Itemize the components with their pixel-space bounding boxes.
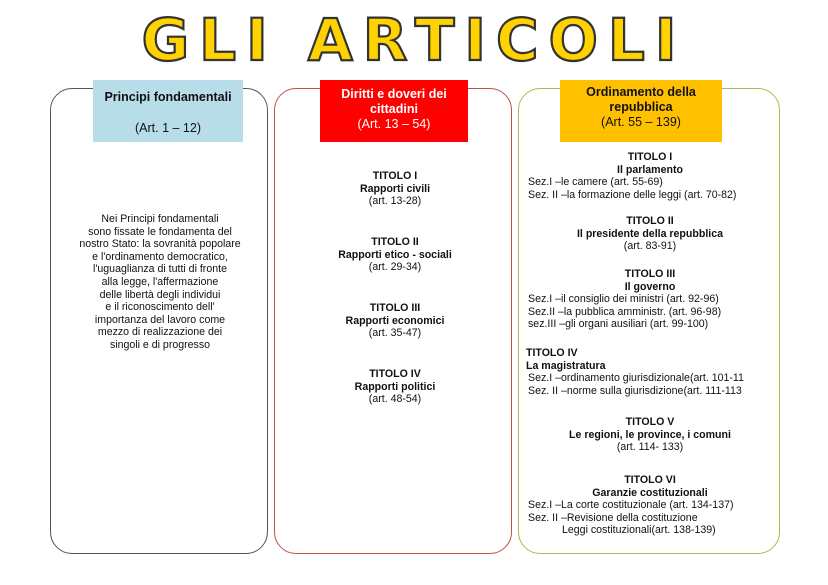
- header-principi-range: (Art. 1 – 12): [135, 121, 201, 135]
- text-line: Nei Principi fondamentali: [101, 213, 219, 225]
- titolo-label: TITOLO III: [369, 302, 421, 314]
- text-line: importanza del lavoro come: [94, 313, 226, 326]
- header-ordinamento-range: (Art. 55 – 139): [601, 115, 681, 129]
- titolo-block: [522, 416, 778, 454]
- titolo-label: TITOLO I: [372, 170, 418, 182]
- header-diritti-title: Diritti e doveri dei cittadini: [341, 87, 447, 116]
- header-ordinamento: [560, 80, 722, 142]
- titolo-block: [522, 215, 778, 253]
- titolo-block: [290, 170, 500, 208]
- titolo-name: Garanzie costituzionali: [592, 486, 708, 499]
- sezione-line: Sez.I –le camere (art. 55-69): [528, 176, 663, 189]
- titolo-name: La magistratura: [526, 359, 606, 372]
- titolo-arts: (art. 29-34): [368, 261, 422, 274]
- text-line: mezzo di realizzazione dei: [97, 326, 223, 339]
- text-line: e l'ordinamento democratico,: [92, 250, 228, 263]
- sezione-line: Sez. II –norme sulla giurisdizione(art. 111-113: [528, 384, 742, 397]
- titolo-name: Rapporti economici: [345, 314, 445, 327]
- main-title: [0, 6, 828, 68]
- titolo-label: TITOLO VI: [624, 474, 676, 486]
- titolo-block: [522, 268, 778, 331]
- titolo-label: TITOLO IV: [526, 347, 578, 359]
- titolo-name: Il presidente della repubblica: [576, 227, 723, 240]
- sezione-line: Sez.I –La corte costituzionale (art. 134-137): [528, 499, 734, 512]
- titolo-name: Le regioni, le province, i comuni: [569, 428, 731, 441]
- sezione-line: Leggi costituzionali(art. 138-139): [562, 524, 716, 537]
- header-principi-title: Principi fondamentali: [104, 90, 232, 104]
- titolo-block: [290, 236, 500, 274]
- text-line: nostro Stato: la sovranità popolare: [79, 238, 241, 251]
- titolo-arts: (art. 114- 133): [616, 441, 684, 454]
- titolo-name: Rapporti politici: [354, 380, 436, 393]
- text-line: alla legge, l'affermazione: [101, 275, 219, 288]
- titolo-name: Il governo: [624, 280, 676, 293]
- titolo-label: TITOLO II: [626, 215, 674, 227]
- titolo-arts: (art. 35-47): [368, 327, 422, 340]
- header-diritti-range: (Art. 13 – 54): [357, 117, 431, 131]
- sezione-line: Sez. II –la formazione delle leggi (art. 70-82): [528, 188, 737, 201]
- titolo-label: TITOLO II: [371, 236, 419, 248]
- text-line: l'uguaglianza di tutti di fronte: [93, 263, 227, 276]
- titolo-block: [290, 302, 500, 340]
- header-diritti: [320, 80, 468, 142]
- titolo-arts: (art. 13-28): [368, 195, 422, 208]
- sezione-line: Sez. II –Revisione della costituzione: [528, 511, 698, 524]
- titolo-block: [522, 474, 778, 537]
- text-line: sono fissate le fondamenta del: [88, 225, 232, 238]
- titolo-name: Rapporti civili: [359, 182, 431, 195]
- titolo-arts: (art. 48-54): [368, 393, 422, 406]
- sezione-line: Sez.I –ordinamento giurisdizionale(art. 101-11: [528, 372, 744, 385]
- titolo-arts: (art. 83-91): [623, 240, 677, 253]
- titolo-block: [290, 368, 500, 406]
- sezione-line: Sez.II –la pubblica amministr. (art. 96-98): [528, 305, 722, 318]
- titolo-label: TITOLO V: [625, 416, 675, 428]
- main-title-text: GLI ARTICOLI: [141, 6, 687, 68]
- titolo-block: [526, 347, 782, 397]
- principi-description: [55, 213, 265, 352]
- titolo-label: TITOLO III: [624, 268, 676, 280]
- text-line: singoli e di progresso: [109, 338, 211, 351]
- titolo-label: TITOLO I: [627, 151, 673, 163]
- titolo-name: Il parlamento: [617, 163, 683, 176]
- titolo-block: [522, 151, 778, 201]
- text-line: e il riconoscimento dell': [105, 301, 215, 314]
- text-line: delle libertà degli individui: [99, 288, 221, 301]
- titolo-label: TITOLO IV: [369, 368, 421, 380]
- header-ordinamento-title: Ordinamento della repubblica: [586, 85, 696, 114]
- titolo-name: Rapporti etico - sociali: [338, 248, 452, 261]
- sezione-line: sez.III –gli organi ausiliari (art. 99-100): [528, 318, 709, 331]
- sezione-line: Sez.I –il consiglio dei ministri (art. 92-96): [528, 293, 719, 306]
- header-principi: [93, 80, 243, 142]
